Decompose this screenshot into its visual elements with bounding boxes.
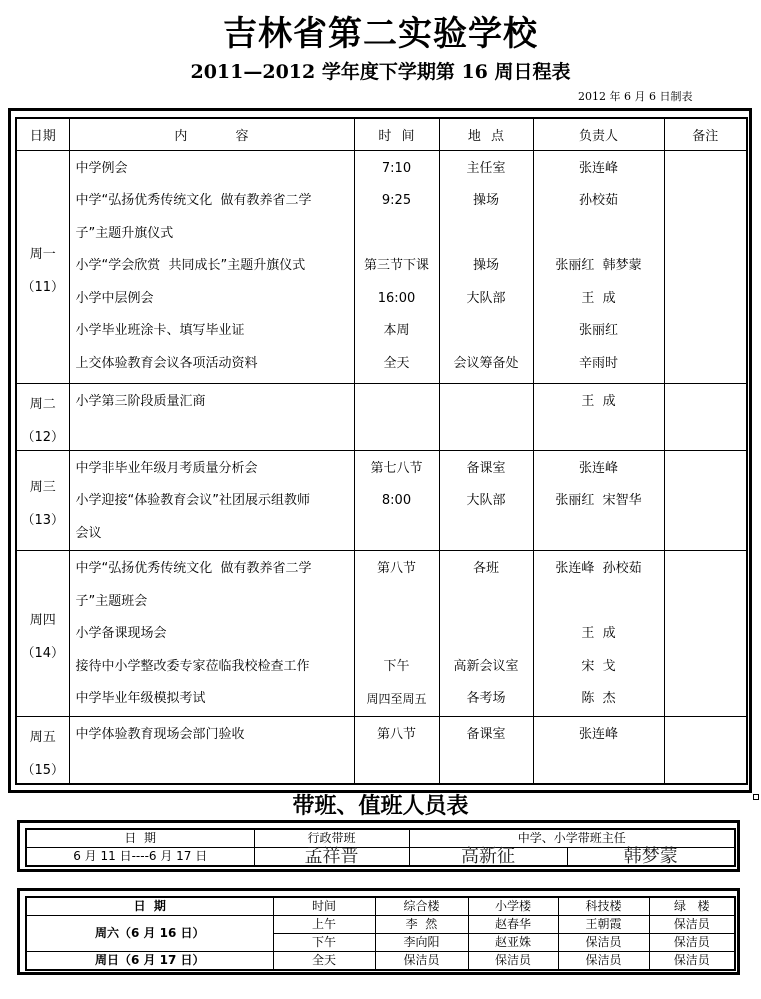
- content-line: 接待中小学整改委专家莅临我校检查工作: [75, 658, 310, 674]
- person-line: 孙校茹: [578, 193, 618, 208]
- day-number: （15）: [21, 762, 65, 778]
- day-row-tuesday: [16, 383, 747, 450]
- content-cell: [69, 551, 354, 717]
- day-cell: [16, 551, 69, 717]
- weekend-xiaoxue: 赵亚姝: [468, 934, 558, 952]
- place-line: 备课室: [466, 460, 506, 476]
- schedule-subtitle: 2011—2012 学年度下学期第 16 周日程表: [190, 61, 571, 83]
- weekend-header-zonghe: 综合楼: [375, 897, 468, 916]
- time-cell: [354, 450, 439, 551]
- weekend-lv: 保洁员: [649, 952, 735, 971]
- weekend-header-xiaoxue: 小学楼: [468, 897, 558, 916]
- person-cell: [533, 383, 664, 450]
- content-line: 子”主题班会: [75, 593, 148, 609]
- empty-line: [440, 618, 533, 651]
- place-cell: [439, 150, 533, 383]
- time-cell: [354, 150, 439, 383]
- content-line: 会议: [75, 525, 102, 541]
- made-date: 2012 年 6 月 6 日制表: [578, 90, 693, 103]
- time-line: 第七八节: [370, 460, 423, 476]
- person-line: 辛雨时: [578, 355, 618, 371]
- day-row-monday: [16, 150, 747, 383]
- time-cell: [354, 383, 439, 450]
- person-line: 张连峰: [578, 460, 618, 476]
- weekend-time: 下午: [273, 934, 375, 952]
- content-line: 中学“弘扬优秀传统文化 做有教养省二学: [75, 561, 312, 576]
- person-line: 张连峰: [578, 160, 618, 176]
- day-label: 周一: [29, 246, 56, 262]
- weekend-time: 全天: [273, 952, 375, 971]
- time-line: 下午: [383, 658, 410, 674]
- time-line: 第三节下课: [363, 258, 429, 273]
- place-line: 大队部: [466, 290, 506, 306]
- empty-line: [355, 586, 439, 619]
- note-cell: [664, 716, 747, 784]
- duty-primary-teacher: 韩梦蒙: [567, 848, 735, 867]
- weekend-header-lv: 绿 楼: [649, 897, 735, 916]
- note-cell: [664, 383, 747, 450]
- place-line: 各班: [472, 561, 499, 576]
- place-line: 大队部: [466, 493, 506, 508]
- content-line: 小学第三阶段质量汇商: [75, 393, 206, 409]
- day-number: （11）: [21, 279, 65, 295]
- day-cell: [16, 450, 69, 551]
- content-line: 中学非毕业年级月考质量分析会: [75, 460, 258, 476]
- note-cell: [664, 450, 747, 551]
- day-row-thursday: [16, 551, 747, 717]
- content-line: 中学“弘扬优秀传统文化 做有教养省二学: [75, 193, 312, 208]
- weekend-row: [26, 952, 735, 971]
- empty-line: [355, 618, 439, 651]
- day-row-friday: [16, 716, 747, 784]
- note-cell: [664, 150, 747, 383]
- time-line: 8:00: [381, 493, 412, 508]
- empty-line: [355, 218, 439, 251]
- note-cell: [664, 551, 747, 717]
- content-cell: [69, 716, 354, 784]
- person-line: 张丽红: [578, 323, 618, 338]
- time-line: 本周: [383, 323, 410, 338]
- day-row-wednesday: [16, 450, 747, 551]
- content-cell: [69, 450, 354, 551]
- content-cell: [69, 150, 354, 383]
- place-line: 主任室: [466, 160, 506, 176]
- day-number: （12）: [21, 429, 65, 445]
- weekend-header-time: 时间: [273, 897, 375, 916]
- content-line: 小学中层例会: [75, 290, 154, 306]
- weekend-keji: 王朝霞: [558, 916, 649, 934]
- weekend-keji: 保洁员: [558, 952, 649, 971]
- person-line: 陈 杰: [581, 691, 616, 706]
- header-time: 时 间: [354, 118, 439, 150]
- day-cell: [16, 150, 69, 383]
- duty-header-teachers: 中学、小学带班主任: [409, 829, 735, 848]
- time-line: 周四至周五: [366, 692, 427, 706]
- weekend-keji: 保洁员: [558, 934, 649, 952]
- time-line: 全天: [383, 355, 410, 371]
- place-line: 操场: [472, 193, 499, 208]
- weekend-xiaoxue: 赵春华: [468, 916, 558, 934]
- person-line: 王 成: [581, 290, 616, 306]
- weekend-row: [26, 916, 735, 934]
- time-line: 7:10: [381, 160, 412, 176]
- header-content: 内 容: [69, 118, 354, 150]
- duty-table-title: 带班、值班人员表: [292, 793, 469, 819]
- place-line: 高新会议室: [453, 658, 519, 674]
- duty-admin-name: 孟祥晋: [254, 848, 409, 867]
- duty-date-range: 6 月 11 日----6 月 17 日: [26, 848, 254, 867]
- weekend-header-date: 日 期: [26, 897, 273, 916]
- day-label: 周三: [29, 480, 56, 496]
- weekend-zonghe: 李 然: [375, 916, 468, 934]
- empty-line: [534, 218, 664, 251]
- duty-header-row: [26, 829, 735, 848]
- content-line: 小学“学会欣赏 共同成长”主题升旗仪式: [75, 258, 306, 273]
- time-line: 第八节: [376, 561, 416, 576]
- content-line: 上交体验教育会议各项活动资料: [75, 355, 258, 371]
- person-cell: [533, 716, 664, 784]
- place-line: 各考场: [466, 691, 506, 706]
- person-line: 张连峰: [578, 726, 618, 742]
- time-line: 16:00: [377, 290, 416, 306]
- person-cell: [533, 450, 664, 551]
- day-number: （14）: [21, 646, 65, 662]
- person-line: 王 成: [581, 626, 616, 641]
- content-line: 中学毕业年级模拟考试: [75, 691, 206, 706]
- weekend-zonghe: 保洁员: [375, 952, 468, 971]
- weekend-duty-table: [25, 896, 736, 971]
- day-label: 周二: [29, 396, 56, 412]
- place-cell: [439, 383, 533, 450]
- weekend-xiaoxue: 保洁员: [468, 952, 558, 971]
- duty-header-admin: 行政带班: [254, 829, 409, 848]
- place-cell: [439, 716, 533, 784]
- weekend-time: 上午: [273, 916, 375, 934]
- time-cell: [354, 716, 439, 784]
- person-line: 张连峰 孙校茹: [555, 561, 642, 576]
- schedule-header-row: [16, 118, 747, 150]
- header-person: 负责人: [533, 118, 664, 150]
- place-line: 备课室: [466, 726, 506, 742]
- person-cell: [533, 551, 664, 717]
- day-number: （13）: [21, 513, 65, 529]
- person-line: 宋 戈: [581, 658, 616, 674]
- weekend-lv: 保洁员: [649, 934, 735, 952]
- time-line: 9:25: [381, 193, 412, 208]
- empty-line: [440, 315, 533, 348]
- place-line: 操场: [472, 258, 499, 273]
- content-line: 小学毕业班涂卡、填写毕业证: [75, 323, 245, 338]
- person-cell: [533, 150, 664, 383]
- content-line: 小学迎接“体验教育会议”社团展示组教师: [75, 493, 310, 508]
- weekend-lv: 保洁员: [649, 916, 735, 934]
- day-label: 周四: [29, 613, 56, 629]
- weekend-header-keji: 科技楼: [558, 897, 649, 916]
- content-cell: [69, 383, 354, 450]
- header-place: 地 点: [439, 118, 533, 150]
- time-cell: [354, 551, 439, 717]
- empty-line: [534, 586, 664, 619]
- time-line: 第八节: [376, 726, 416, 742]
- place-cell: [439, 450, 533, 551]
- weekend-day-label: 周六（6 月 16 日）: [26, 916, 273, 952]
- place-cell: [439, 551, 533, 717]
- person-line: 张丽红 宋智华: [555, 493, 642, 508]
- day-cell: [16, 383, 69, 450]
- empty-line: [440, 586, 533, 619]
- place-line: 会议筹备处: [453, 355, 519, 371]
- weekly-schedule-table: [15, 117, 748, 785]
- duty-table: [25, 828, 736, 867]
- day-cell: [16, 716, 69, 784]
- weekend-day-label: 周日（6 月 17 日）: [26, 952, 273, 971]
- content-line: 中学体验教育现场会部门验收: [75, 726, 245, 742]
- person-line: 张丽红 韩梦蒙: [555, 258, 642, 273]
- content-line: 中学例会: [75, 160, 128, 176]
- empty-line: [440, 218, 533, 251]
- person-line: 王 成: [581, 393, 616, 409]
- duty-data-row: [26, 848, 735, 867]
- content-line: 小学备课现场会: [75, 626, 167, 641]
- weekend-zonghe: 李向阳: [375, 934, 468, 952]
- duty-middle-teacher: 高新征: [409, 848, 567, 867]
- weekend-header-row: [26, 897, 735, 916]
- content-line: 子”主题升旗仪式: [75, 225, 174, 241]
- school-title: 吉林省第二实验学校: [223, 14, 538, 54]
- header-note: 备注: [664, 118, 747, 150]
- header-date: 日期: [16, 118, 69, 150]
- day-label: 周五: [29, 729, 56, 745]
- duty-header-date: 日 期: [26, 829, 254, 848]
